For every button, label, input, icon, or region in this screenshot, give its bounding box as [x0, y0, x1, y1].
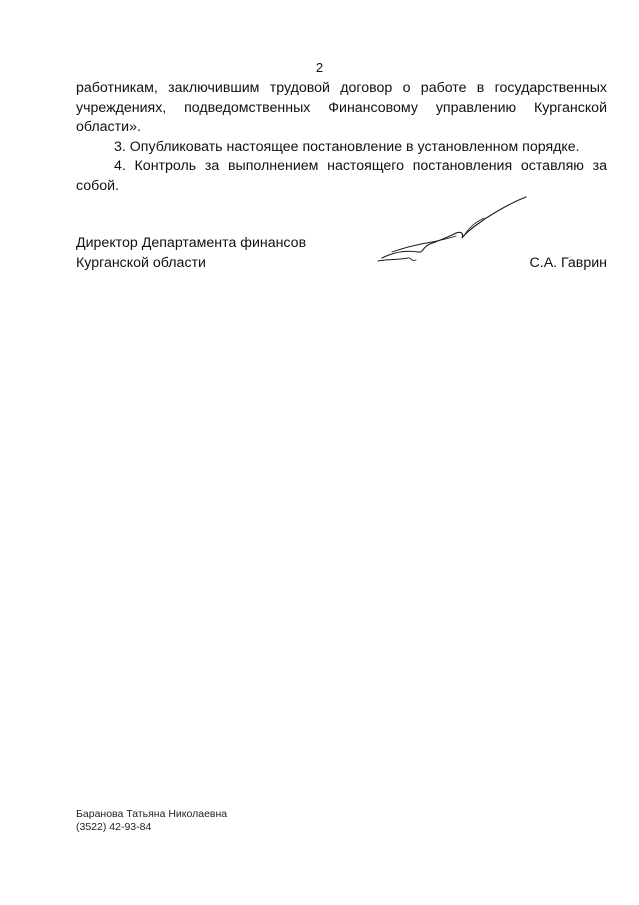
paragraph-item-4: 4. Контроль за выполнением настоящего постановления оставляю за собой. — [76, 158, 607, 194]
paragraph-item-3: 3. Опубликовать настоящее постановление в установленном порядке. — [114, 138, 580, 155]
executor-name: Баранова Татьяна Николаевна — [76, 808, 228, 820]
handwritten-signature — [372, 192, 532, 272]
executor-block — [76, 808, 227, 834]
page-number: 2 — [315, 60, 324, 75]
signatory-position-line-2: Курганской области — [76, 254, 206, 271]
signatory-position-line-1: Директор Департамента финансов — [76, 235, 307, 251]
paragraph-continuation: работникам, заключившим трудовой договор о работе в государственных учреждениях, подведомственных Финансовому управлению Курганской области». — [76, 80, 607, 136]
executor-phone: (3522) 42-93-84 — [76, 821, 152, 833]
document-body — [76, 79, 607, 197]
signatory-name: С.А. Гаврин — [529, 255, 607, 271]
signatory-position — [76, 234, 376, 273]
